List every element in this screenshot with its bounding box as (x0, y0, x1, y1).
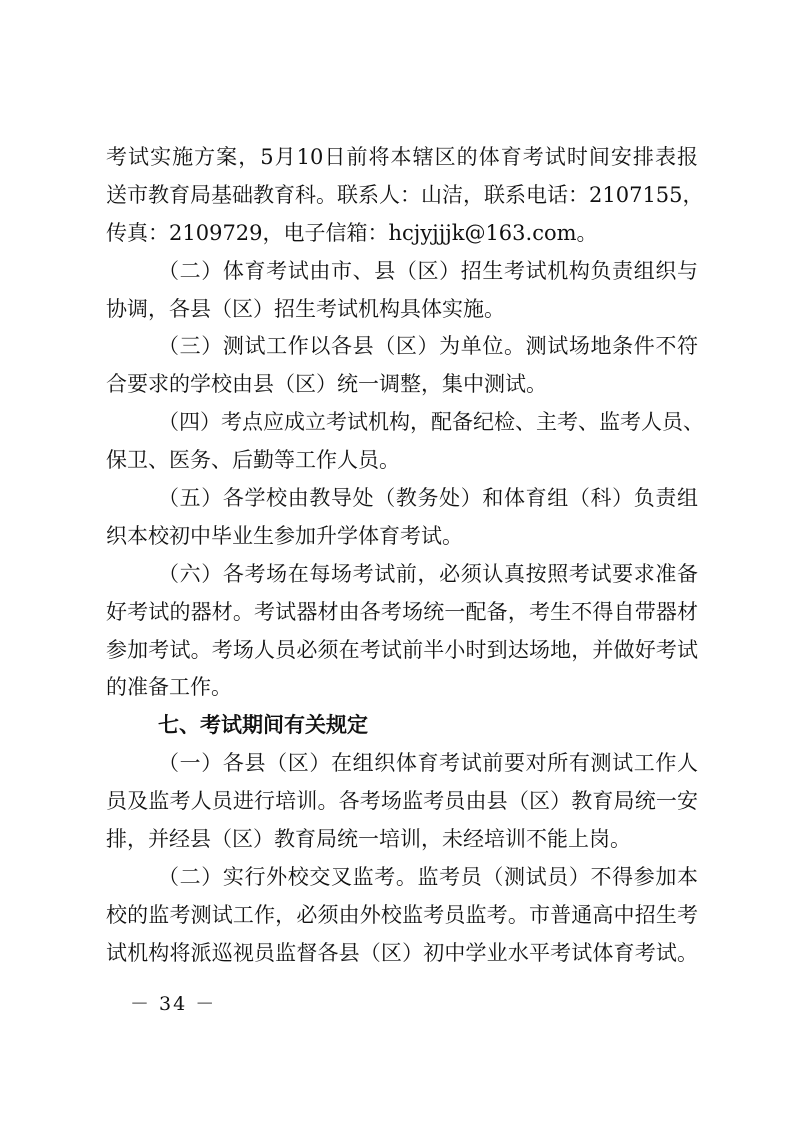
section-heading: 七、考试期间有关规定 (158, 713, 368, 738)
text-line: （三）测试工作以各县（区）为单位。测试场地条件不符 (158, 334, 698, 359)
text-line: （一）各县（区）在组织体育考试前要对所有测试工作人 (158, 751, 698, 776)
text-line: 传真：2109729，电子信箱：hcjyjjjk@163.com。 (106, 220, 598, 245)
text-line: 试机构将派巡视员监督各县（区）初中学业水平考试体育考试。 (106, 940, 698, 965)
text-line: 保卫、医务、后勤等工作人员。 (106, 448, 400, 473)
text-line: 考试实施方案，5月10日前将本辖区的体育考试时间安排表报 (106, 145, 698, 169)
text-line: （五）各学校由教导处（教务处）和体育组（科）负责组 (158, 486, 698, 511)
text-line: 送市教育局基础教育科。联系人：山洁，联系电话：2107155， (106, 182, 704, 207)
text-line: 的准备工作。 (106, 675, 232, 700)
page-number: － 34 － (130, 993, 217, 1015)
text-line: 好考试的器材。考试器材由各考场统一配备，考生不得自带器材 (106, 599, 698, 624)
text-line: （二）体育考试由市、县（区）招生考试机构负责组织与 (158, 258, 698, 283)
text-line: 排，并经县（区）教育局统一培训，未经培训不能上岗。 (106, 827, 631, 852)
text-line: （六）各考场在每场考试前，必须认真按照考试要求准备 (158, 561, 698, 586)
text-line: 员及监考人员进行培训。各考场监考员由县（区）教育局统一安 (106, 789, 698, 814)
text-line: （四）考点应成立考试机构，配备纪检、主考、监考人员、 (158, 410, 704, 435)
text-line: 参加考试。考场人员必须在考试前半小时到达场地，并做好考试 (106, 637, 698, 662)
text-line: （二）实行外校交叉监考。监考员（测试员）不得参加本 (158, 864, 698, 889)
text-line: 合要求的学校由县（区）统一调整，集中测试。 (106, 372, 547, 397)
text-line: 织本校初中毕业生参加升学体育考试。 (106, 523, 463, 548)
text-line: 校的监考测试工作，必须由外校监考员监考。市普通高中招生考 (106, 902, 698, 927)
body-text (106, 139, 704, 973)
text-line: 协调，各县（区）招生考试机构具体实施。 (106, 296, 505, 321)
